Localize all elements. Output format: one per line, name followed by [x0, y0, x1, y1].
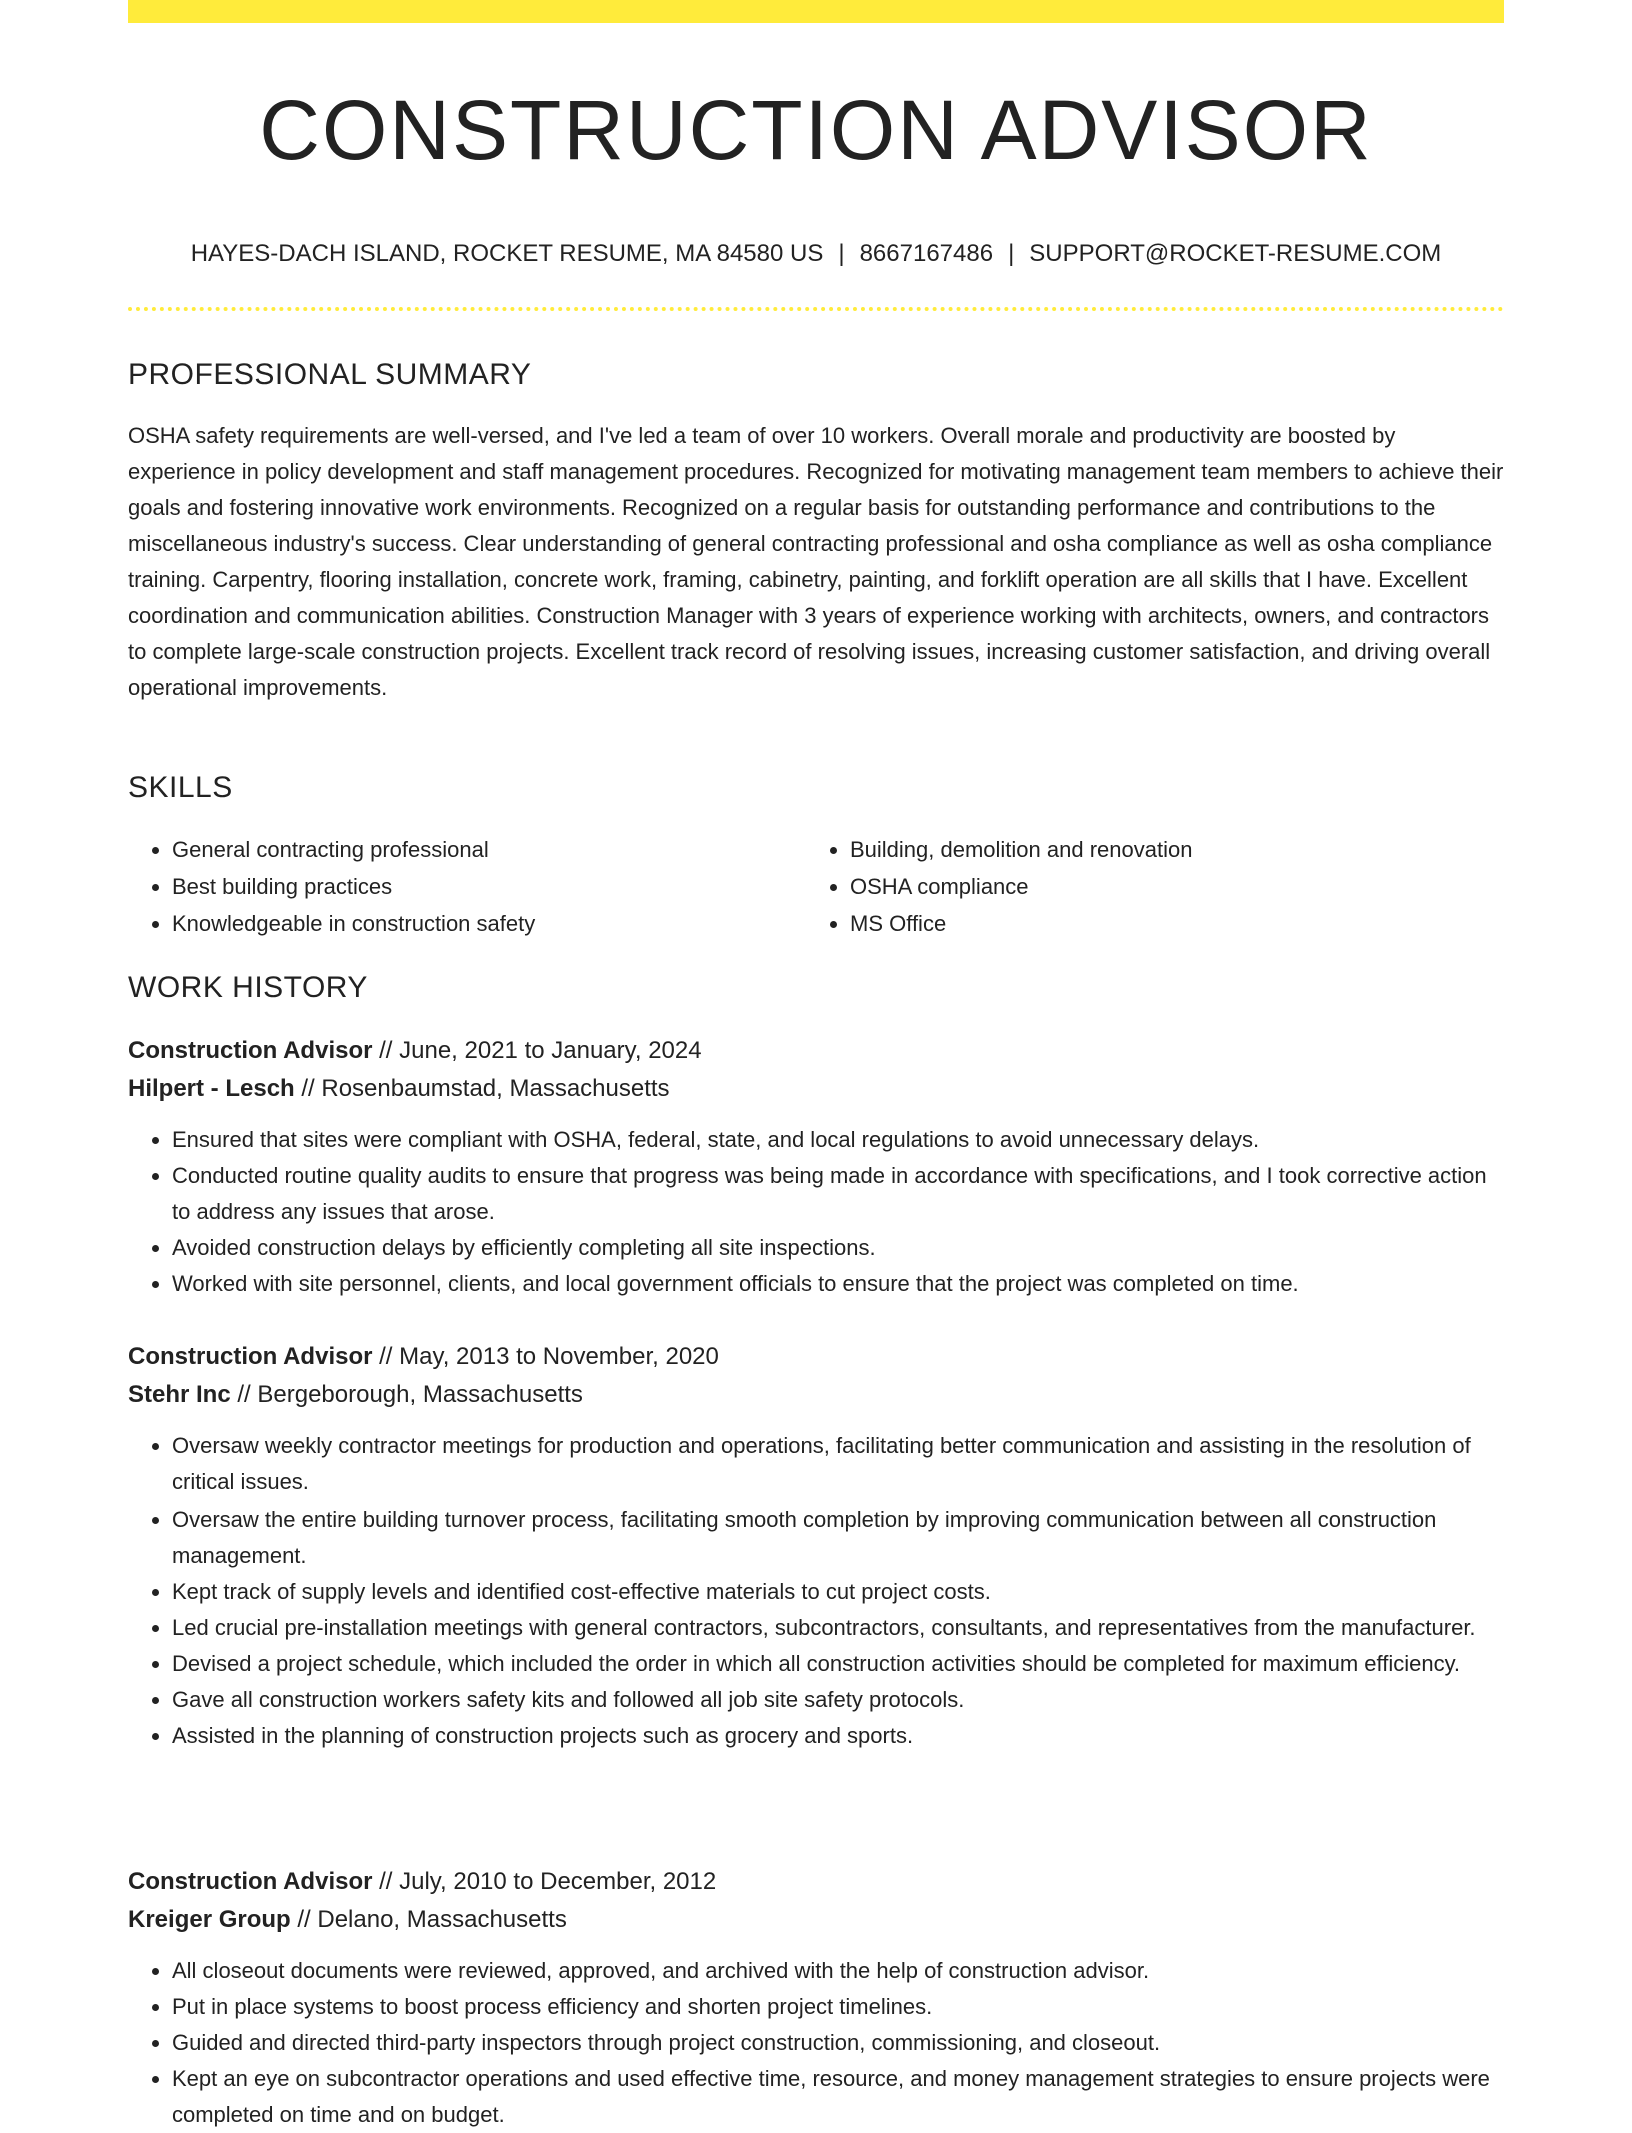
- job-bullet: • Led crucial pre-installation meetings with general contractors, subcontractors, consultants, and representatives from the manufacturer.: [172, 1610, 1504, 1646]
- contact-separator: |: [838, 240, 845, 267]
- job-bullets: [128, 1953, 1504, 2133]
- contact-phone: 8667167486: [859, 240, 994, 267]
- contact-address: HAYES-DACH ISLAND, ROCKET RESUME, MA 84580 US: [190, 240, 824, 267]
- job-bullet: • Kept track of supply levels and identified cost-effective materials to cut project costs.: [172, 1574, 1504, 1610]
- top-accent-bar: [128, 0, 1504, 23]
- job-bullet: • Avoided construction delays by efficiently completing all site inspections.: [172, 1230, 1504, 1266]
- job-bullet: • Gave all construction workers safety kits and followed all job site safety protocols.: [172, 1682, 1504, 1718]
- job-bullet: • Devised a project schedule, which included the order in which all construction activities should be completed for maximum efficiency.: [172, 1646, 1504, 1682]
- job-bullet: • Ensured that sites were compliant with OSHA, federal, state, and local regulations to avoid unnecessary delays.: [172, 1122, 1504, 1158]
- job-entry: [128, 1338, 1504, 1754]
- job-bullet: • Oversaw the entire building turnover process, facilitating smooth completion by improving communication between all construction management.: [172, 1502, 1504, 1574]
- job-location: // Delano, Massachusetts: [297, 1906, 567, 1933]
- job-bullet: • Put in place systems to boost process efficiency and shorten project timelines.: [172, 1989, 1504, 2025]
- contact-email: SUPPORT@ROCKET-RESUME.COM: [1029, 240, 1442, 267]
- job-bullet: • All closeout documents were reviewed, approved, and archived with the help of construction advisor.: [172, 1953, 1504, 1989]
- resume-page: [128, 0, 1504, 2127]
- job-entry: [128, 1863, 1504, 2133]
- skills-heading: SKILLS: [128, 771, 233, 804]
- job-company-line: [128, 1901, 1504, 1939]
- job-bullets: [128, 1122, 1504, 1302]
- job-bullets: [128, 1428, 1504, 1754]
- job-company-line: [128, 1376, 1504, 1414]
- job-dates: // June, 2021 to January, 2024: [379, 1037, 702, 1064]
- summary-text: OSHA safety requirements are well-versed, and I've led a team of over 10 workers. Overall morale and productivity are boosted by experience in policy development and staff management procedures. Recognized for motivating management team members to achieve their goals and fostering innovative work environments. Recognized on a regular basis for outstanding performance and contributions to the miscellaneous industry's success. Clear understanding of general contracting professional and osha compliance as well as osha compliance training. Carpentry, flooring installation, concrete work, framing, cabinetry, painting, and forklift operation are all skills that I have. Excellent coordination and communication abilities. Construction Manager with 3 years of experience working with architects, owners, and contractors to complete large-scale construction projects. Excellent track record of resolving issues, increasing customer satisfaction, and driving overall operational improvements.: [128, 423, 1504, 700]
- job-bullet: • Conducted routine quality audits to ensure that progress was being made in accordance with specifications, and I took corrective action to address any issues that arose.: [172, 1158, 1504, 1230]
- skills-column-left: [128, 831, 792, 942]
- job-bullet: • Guided and directed third-party inspectors through project construction, commissioning, and closeout.: [172, 2025, 1504, 2061]
- job-bullet: • Assisted in the planning of construction projects such as grocery and sports.: [172, 1718, 1504, 1754]
- job-company-line: [128, 1070, 1504, 1108]
- job-title: Construction Advisor: [128, 1037, 373, 1064]
- job-title-line: [128, 1338, 1504, 1376]
- job-dates: // May, 2013 to November, 2020: [379, 1343, 719, 1370]
- job-title-line: [128, 1863, 1504, 1901]
- skill-item: • Best building practices: [172, 868, 792, 905]
- job-title-line: [128, 1032, 1504, 1070]
- skills-column-right: [806, 831, 1500, 942]
- work-history-heading: WORK HISTORY: [128, 971, 368, 1004]
- skill-item: • Knowledgeable in construction safety: [172, 905, 792, 942]
- skill-item: • OSHA compliance: [850, 868, 1500, 905]
- job-bullet: • Worked with site personnel, clients, and local government officials to ensure that the project was completed on time.: [172, 1266, 1504, 1302]
- summary-heading: PROFESSIONAL SUMMARY: [128, 358, 532, 391]
- skill-item: • MS Office: [850, 905, 1500, 942]
- resume-name: CONSTRUCTION ADVISOR: [259, 83, 1373, 177]
- contact-separator: |: [1008, 240, 1015, 267]
- job-location: // Bergeborough, Massachusetts: [237, 1381, 583, 1408]
- job-company: Hilpert - Lesch: [128, 1075, 295, 1102]
- skill-item: • Building, demolition and renovation: [850, 831, 1500, 868]
- job-location: // Rosenbaumstad, Massachusetts: [301, 1075, 670, 1102]
- job-company: Kreiger Group: [128, 1906, 291, 1933]
- contact-line: [128, 236, 1504, 272]
- job-company: Stehr Inc: [128, 1381, 231, 1408]
- skill-item: • General contracting professional: [172, 831, 792, 868]
- dotted-divider: [128, 307, 1504, 311]
- job-bullet: • Kept an eye on subcontractor operations and used effective time, resource, and money management strategies to ensure projects were completed on time and on budget.: [172, 2061, 1504, 2133]
- skills-list: [128, 831, 1504, 941]
- job-title: Construction Advisor: [128, 1343, 373, 1370]
- job-entry: [128, 1032, 1504, 1302]
- job-bullet: • Oversaw weekly contractor meetings for production and operations, facilitating better communication and assisting in the resolution of critical issues.: [172, 1428, 1504, 1500]
- job-dates: // July, 2010 to December, 2012: [379, 1868, 717, 1895]
- job-title: Construction Advisor: [128, 1868, 373, 1895]
